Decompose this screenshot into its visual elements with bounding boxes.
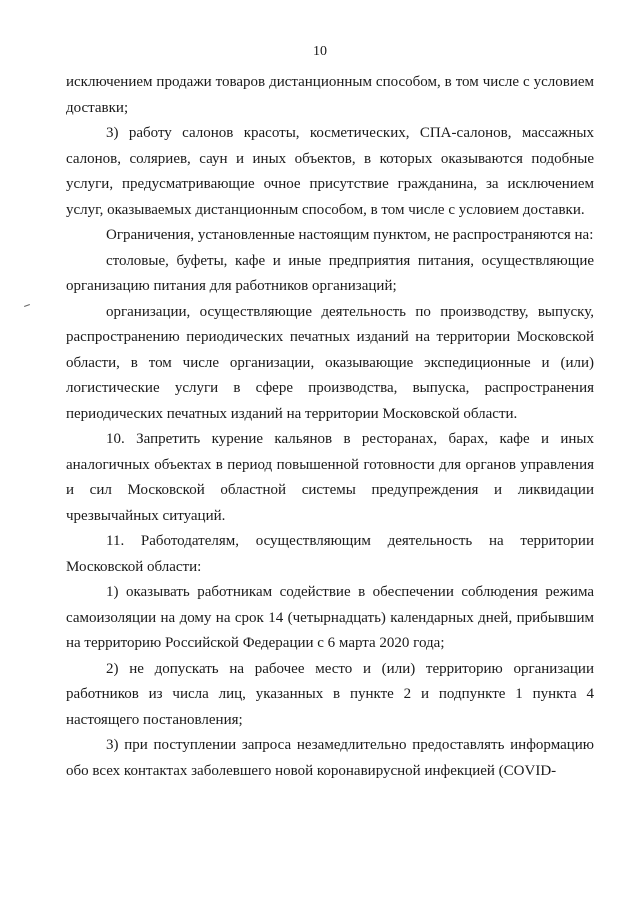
paragraph-1: исключением продажи товаров дистанционным способом, в том числе с условием доставки; [66,74,594,116]
paragraph-2: 3) работу салонов красоты, косметических, СПА-салонов, массажных салонов, соляриев, саун и иных объектов, в которых оказываются подобные услуги, предусматривающие очное присутствие гражданина, за исключением услуг, оказываемых дистанционным способом, в том числе с условием доставки. [66,125,594,218]
paragraph-8: 1) оказывать работникам содействие в обеспечении соблюдения режима самоизоляции на дому на срок 14 (четырнадцать) календарных дней, прибывшим на территорию Российской Федерации с 6 марта 2020 года; [66,584,594,651]
paragraph-6: 10. Запретить курение кальянов в ресторанах, барах, кафе и иных аналогичных объектах в период повышенной готовности для органов управления и сил Московской областной системы предупреждения и ликвидации чрезвычайных ситуаций. [66,431,594,524]
paragraph-5: организации, осуществляющие деятельность по производству, выпуску, распространению периодических печатных изданий на территории Московской области, в том числе организации, оказывающие экспедиционные и (или) логистические услуги в сфере производства, выпуска, распространения периодических печатных изданий на территории Московской области. [66,303,594,422]
paragraph-4: столовые, буфеты, кафе и иные предприятия питания, осуществляющие организацию питания для работников организаций; [66,252,594,294]
paragraph-9: 2) не допускать на рабочее место и (или) территорию организации работников из числа лиц, указанных в пункте 2 и подпункте 1 пункта 4 настоящего постановления; [66,660,594,728]
document-body [66,70,594,784]
margin-mark [24,304,30,307]
paragraph-3: Ограничения, установленные настоящим пунктом, не распространяются на: [106,227,594,243]
paragraph-10: 3) при поступлении запроса незамедлительно предоставлять информацию обо всех контактах заболевшего новой коронавирусной инфекцией (COVID- [66,737,594,779]
page-number: 10 [313,44,327,59]
paragraph-7: 11. Работодателям, осуществляющим деятельность на территории Московской области: [66,533,594,575]
